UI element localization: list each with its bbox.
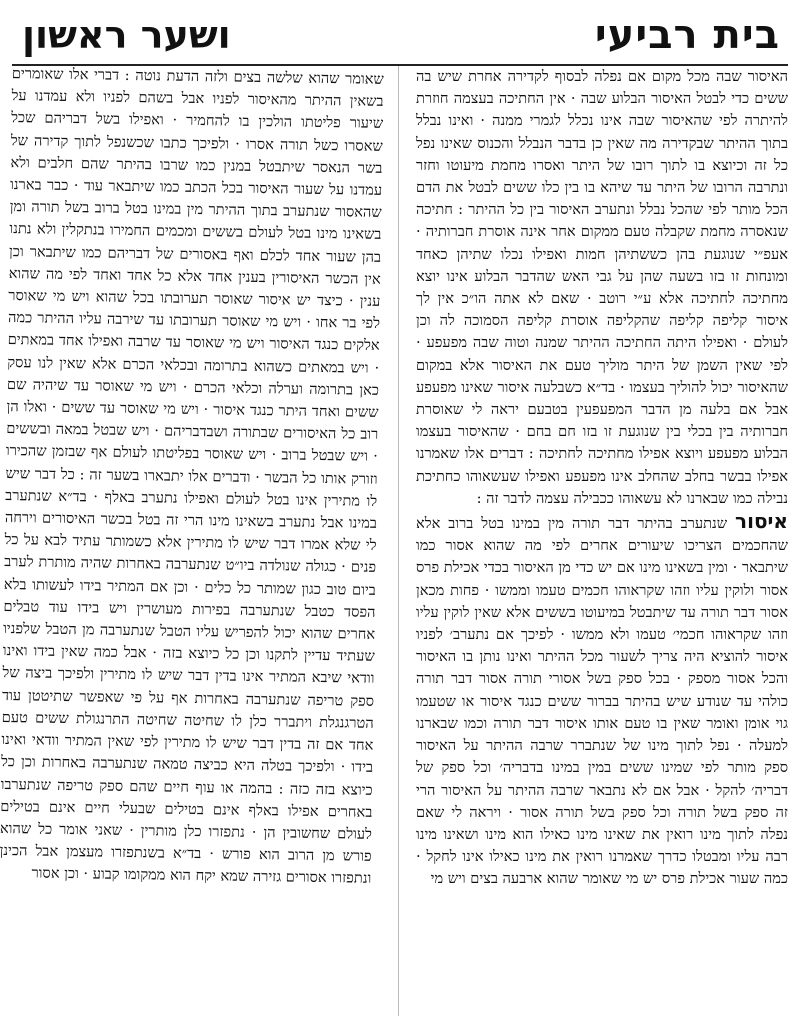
page-header [12,6,788,66]
paragraph-issur [416,510,788,890]
left-column [0,63,384,1019]
column-divider [398,66,399,1016]
running-head-gate: ושער ראשון [22,13,231,57]
text-columns [0,65,788,1016]
paragraph-issur-text: שנתערב בהיתר דבר תורה מין במינו בטל ברוב אלא שהחכמים הצריכו שיעורים אחרים לפי מה שהוא אסור כמו שיתבאר · ומין בשאינו מינו אם יש כדי מן האיסור בכדי אכילת פרס אסור ולוקין עליו וזהו שקראוהו חכמים טעמו וממשו · פחות מכאן אסור דבר תורה עד שיתבטל במיעוטו בששים אלא שאין לוקין עליו וזהו שקראוהו חכמי׳ טעמו ולא ממשו · לפיכך אם נתערב׳ לפניו איסור להוציא היה צריך לשעור מכל ההיתר ואינו נותן בו האיסור והכל אסור מספק · בכל ספק בשל אסורי תורה אסור דבר תורה כולהי עד שנודע שיש בהיתר בברור ששים כנגד איסור או שטעמו גוי אומן ואומר שאין בו טעם אותו איסור דבר תורה וכמו שבארנו למעלה · נפל לתוך מינו של שנתברר שרבה ההיתר על האיסור ספק מותר לפי שמינו ששים במין במינו בדבריה׳ וכל ספק של דבריה׳ להקל · אבל אם לא נתבאר שרבה ההיתר על האיסור הרי זה ספק בשל תורה וכל ספק בשל תורה אסור · ויראה לי שאם נפלה לתוך מינו רואין את שאינו מינו כאילו הוא מינו ושאינו מינו רבה עליו ומבטלו כדרך שאמרנו רואין את מינו כאילו אינו לחקל · כמה שעור אכילת פרס יש מי שאומר שהוא ארבעה בצים ויש מי [416,515,788,888]
running-head-house: בית רביעי [594,12,780,58]
paragraph-left: שאומר שהוא שלשה בצים ולזה הדעת נוטה : דברי אלו שאומרים בשאין ההיתר מהאיסור לפניו אבל בשהם לפניו ולא עמדנו על שיעור פליטתו הולכין בו להחמיר · ואפילו בשל דבריהם שכל שאסרו כשל תורה אסרו · ולפיכך כתבו שכשנפל לתוך קדירה של בשר הנאסר שיתבטל במנין כמו שרבו בהיתר שהם חלבים ולא עמדנו על שעור האיסור בכל הכתב כמו שיתבאר עוד · כבר בארנו שהאסור שנתערב בתוך ההיתר מין במינו בטל ברוב בשל תורה ומן בשאינו מינו בטל לעולם בששים ומכמים החמירו בנתקלין ולא נתנו בהן שעור אחד לכלם ואף באסורים של דבריהם כמו שיתבאר וכן אין הכשר האיסורין בענין אחד אלא כל אחד ואחד לפי מה שהוא ענין · כיצד יש איסור שאוסר תערובתו בכל שהוא ויש מי שאוסר לפי בר אחו · ויש מי שאוסר תערובתו עד שירבה עליו ההיתר כמה אלקים כנגד האיסור ויש מי שאוסר עד שרבה ואפילו אחד במאתים · ויש במאתים כשהוא בתרומה ובכלאי הכרם אלא שאין לנו עסק כאן בתרומה וערלה וכלאי הכרם · ויש מי שאוסר עד שיהיה שם ששים ואחד היתר כנגד איסור · ויש מי שאוסר עד ששים · ואלו הן רוב כל האיסורים שבתורה ושבדבריהם · ויש שבטל במאה ובששים · ויש שבטל ברוב · ויש שאוסר בפליטתו לעולם אף שבזמן שהכירו וזורק אותו כל הבשר · ודברים אלו יתבארו בשער זה : כל דבר שיש לו מתירין אינו בטל לעולם ואפילו נתערב באלף · בד״א שנתערב במינו אבל נתערב בשאינו מינו הרי זה בטל בכשר האיסורים וירחה לי שלא אמרו דבר שיש לו מתירין אלא כשמותר עתיד לבא על כל פנים · כגולה שנולדה ביו״ט שנתערבה באחרות שהיה מותרת לערב ביום טוב כגון שמותר כל כלים · וכן אם המתיר בידו לעשותו בלא הפסד כטבל שנתערבה בפירות מעושרין ויש בידו עוד טבלים אחרים שהוא יכול להפריש עליו הטבל שנתערבה מן הטבל שלפניו שעתיד עדיין לתקנו וכן כל כיוצא בזה · אבל כמה שאין בידו ואינו וודאי שיבא המתיר אינו בדין דבר שיש לו מתירין ולפיכך ביצה של ספק טריפה שנתערבה באחרות אף על פי שאפשר שתיטטן עוד הטרגנגלת ויתברר כלן לו שחיטה שחיטה התרנגולת ששים טעם אחד אם זה בדין דבר שיש לו מתירין לפי שאין המתיר וודאי ואינו בידו · ולפיכך בטלה היא כביצה טמאה שנתערבה באחרות וכן כל כיוצא בזה כזה : בהמה או עוף חיים שהם ספק טריפה שנתערבו באחרים אפילו באלף אינם בטילים שבעלי חיים אינם בטילים לעולם שחשובין הן · נתפזרו כלן מותרין · שאני אומר כל שהוא פורש מן הרוב הוא פורש · בד״א בשנתפזרו מעצמן אבל הכינן ונתפזרו אסורים גזירה שמא יקח הוא ממקומו קבוע · וכן אסור [0,65,384,888]
paragraph-intro: האיסור שבה מכל מקום אם נפלה לבסוף לקדירה אחרת שיש בה ששים כדי לבטל האיסור הבלוע שבה · אין החתיכה בעצמה חוזרת להיתרה לפי שהאיסור שבה אינו נכלל לגמרי ממנה · ואינו נבלל בתוך ההיתר שבקדירה מה שאין כן בדבר הנבלל והכנוס שאינו נפל כל זה וכיוצא בו לתוך רובו של היתר ואסרו מחמת מיעוטו וחזר ונתרבה הרובו של היתר עד שיהא בו בין כלו ששים לבטל את הדם הכל מותר לפי שהכל נבלל ונתערב האיסור בין כל ההיתר : חתיכה שנאסרה מחמת שקבלה טעם ממקום אחר אינה אוסרת חברותיה · אעפ״י שנוגעת בהן כששתיהן חמות ואפילו נכלו שתיהן כאחד ומונחות זו בזו בשעה שהן על גבי האש שהדבר הבלוע אינו יוצא מחתיכה לחתיכה אלא ע״י רוטב · שאם לא אתה הו״כ אין לך איסור קליפה קליפה שהקליפה אוסרת קליפה הסמוכה לה וכן לעולם · ואפילו היתה החתיכה ההיתר שמנה וטוה שבה מפעפע · לפי שאין השמן של היתר מוליך טעם את האיסור אלא במקום שהאיסור יכול להוליך בעצמו · בד״א כשבלעה איסור שאינו מפעפע אבל אם בלעה מן הדבר המפעפעין בטבעם יראה לי שאוסרת חברותיה בין בכלי בין שנוגעת זו בזו חם בחם · שהאיסור בעצמו הבלוע מפעפע ויוצא אפילו מחתיכה לחתיכה : דברים אלו שאמרנו אפילו בבשר בחלב שהחלב אינו מפעפע ואפילו שעשאוהו כחתיכת נבילה כמו שבארנו לא עשאוהו ככבילה עצמה לדבר זה : [416,68,788,507]
section-heading-word: איסור [735,509,788,534]
right-column [416,66,788,1016]
